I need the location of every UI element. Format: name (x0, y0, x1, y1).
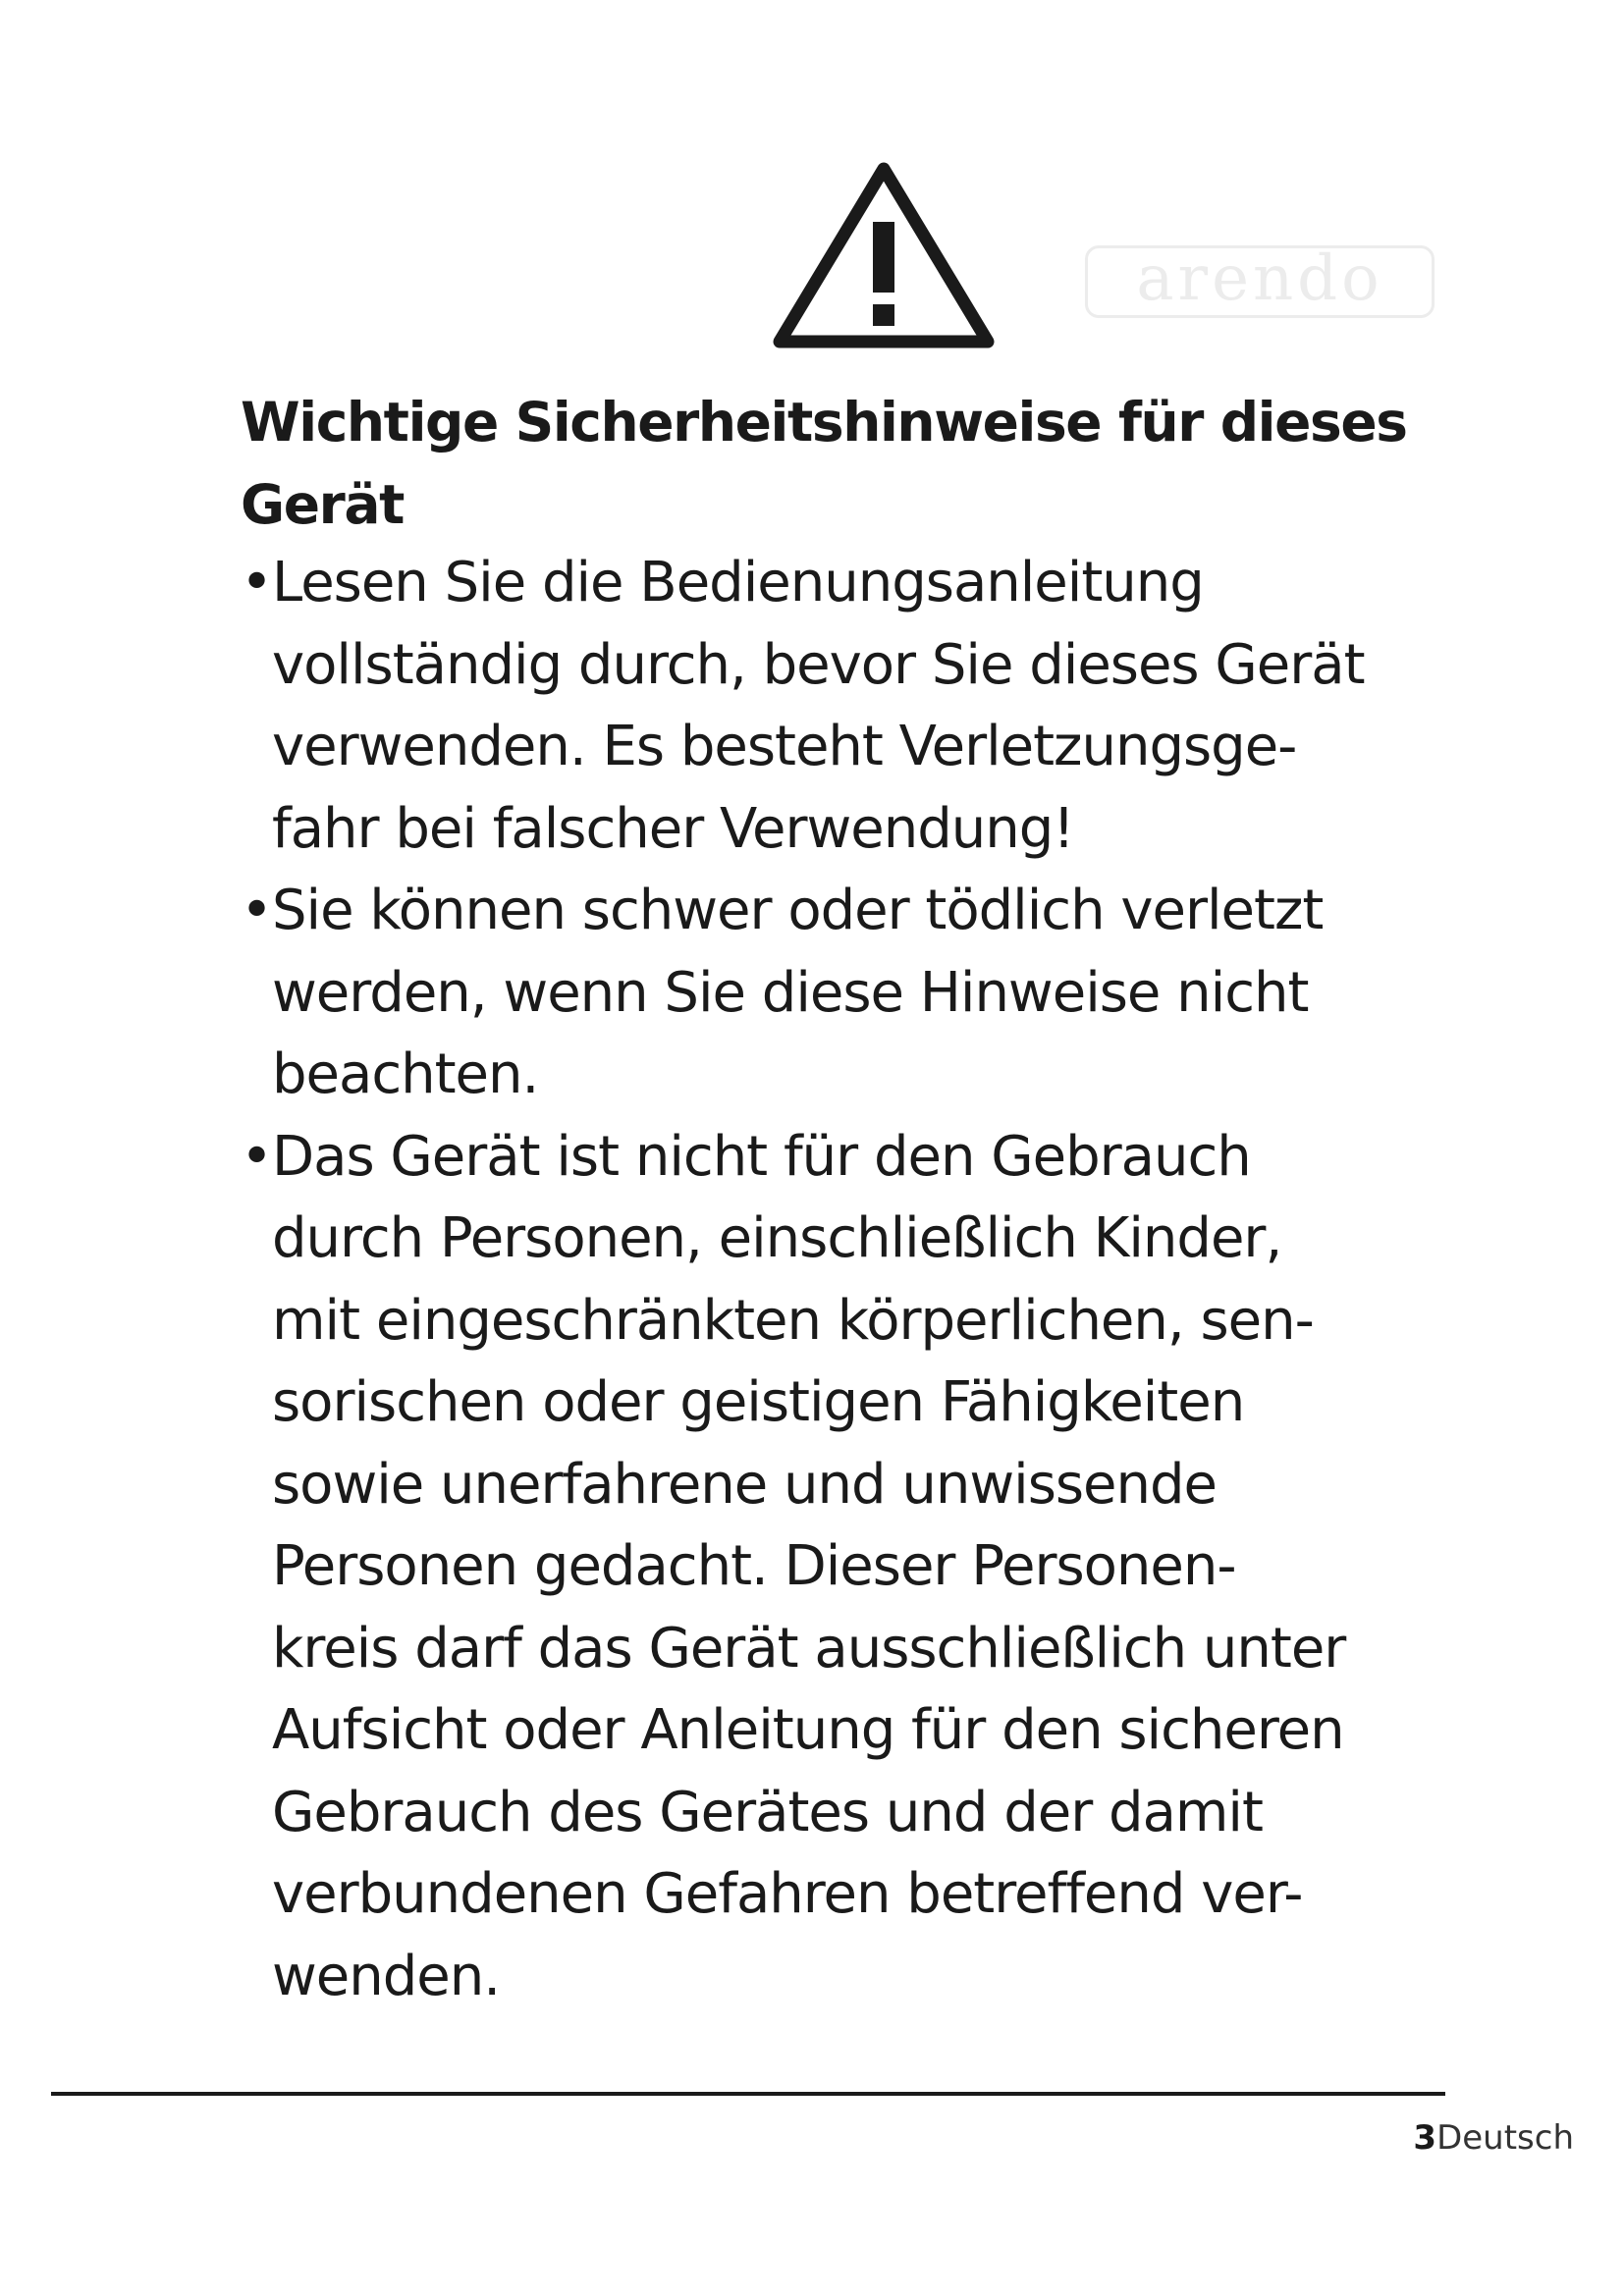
bullet-item-read-manual (241, 542, 1458, 870)
page-title: Wichtige Sicherheitshinweise für dieses Gerät (241, 391, 1407, 536)
warning-triangle-icon (768, 157, 1000, 353)
footer-divider (51, 2092, 1445, 2096)
footer-language: Deutsch (1436, 2118, 1574, 2158)
exclamation-dot (873, 304, 894, 326)
exclamation-bar (873, 222, 894, 293)
bullet-dot: • (241, 551, 273, 614)
bullet-dot: • (241, 1124, 273, 1189)
bullet-text: Lesen Sie die Bedienungsanleitung vollständig durch, bevor Sie dieses Gerät verwenden. Es besteht Verletzungsge- fahr bei falscher Verwendung! (272, 551, 1365, 861)
page-number: 3 (1413, 2118, 1437, 2158)
bullet-item-injury-risk (241, 870, 1458, 1116)
brand-watermark: arendo (1085, 245, 1435, 318)
bullet-text: Das Gerät ist nicht für den Gebrauch durch Personen, einschließlich Kinder, mit eingeschränkten körperlichen, sen- sorischen oder geistigen Fähigkeiten sowie unerfahrene und unwissende Personen gedacht. Dieser Personen- kreis darf das Gerät ausschließlich unter Aufsicht oder Anleitung für den sicheren Gebrauch des Gerätes und der damit verbundenen Gefahren betreffend ver- wenden. (272, 1124, 1346, 2008)
safety-bullet-list (241, 542, 1458, 2017)
bullet-item-restricted-use (241, 1116, 1458, 2018)
bullet-dot: • (241, 879, 273, 942)
bullet-text: Sie können schwer oder tödlich verletzt werden, wenn Sie diese Hinweise nicht beachten. (272, 879, 1324, 1106)
page-footer (1413, 2118, 1574, 2158)
